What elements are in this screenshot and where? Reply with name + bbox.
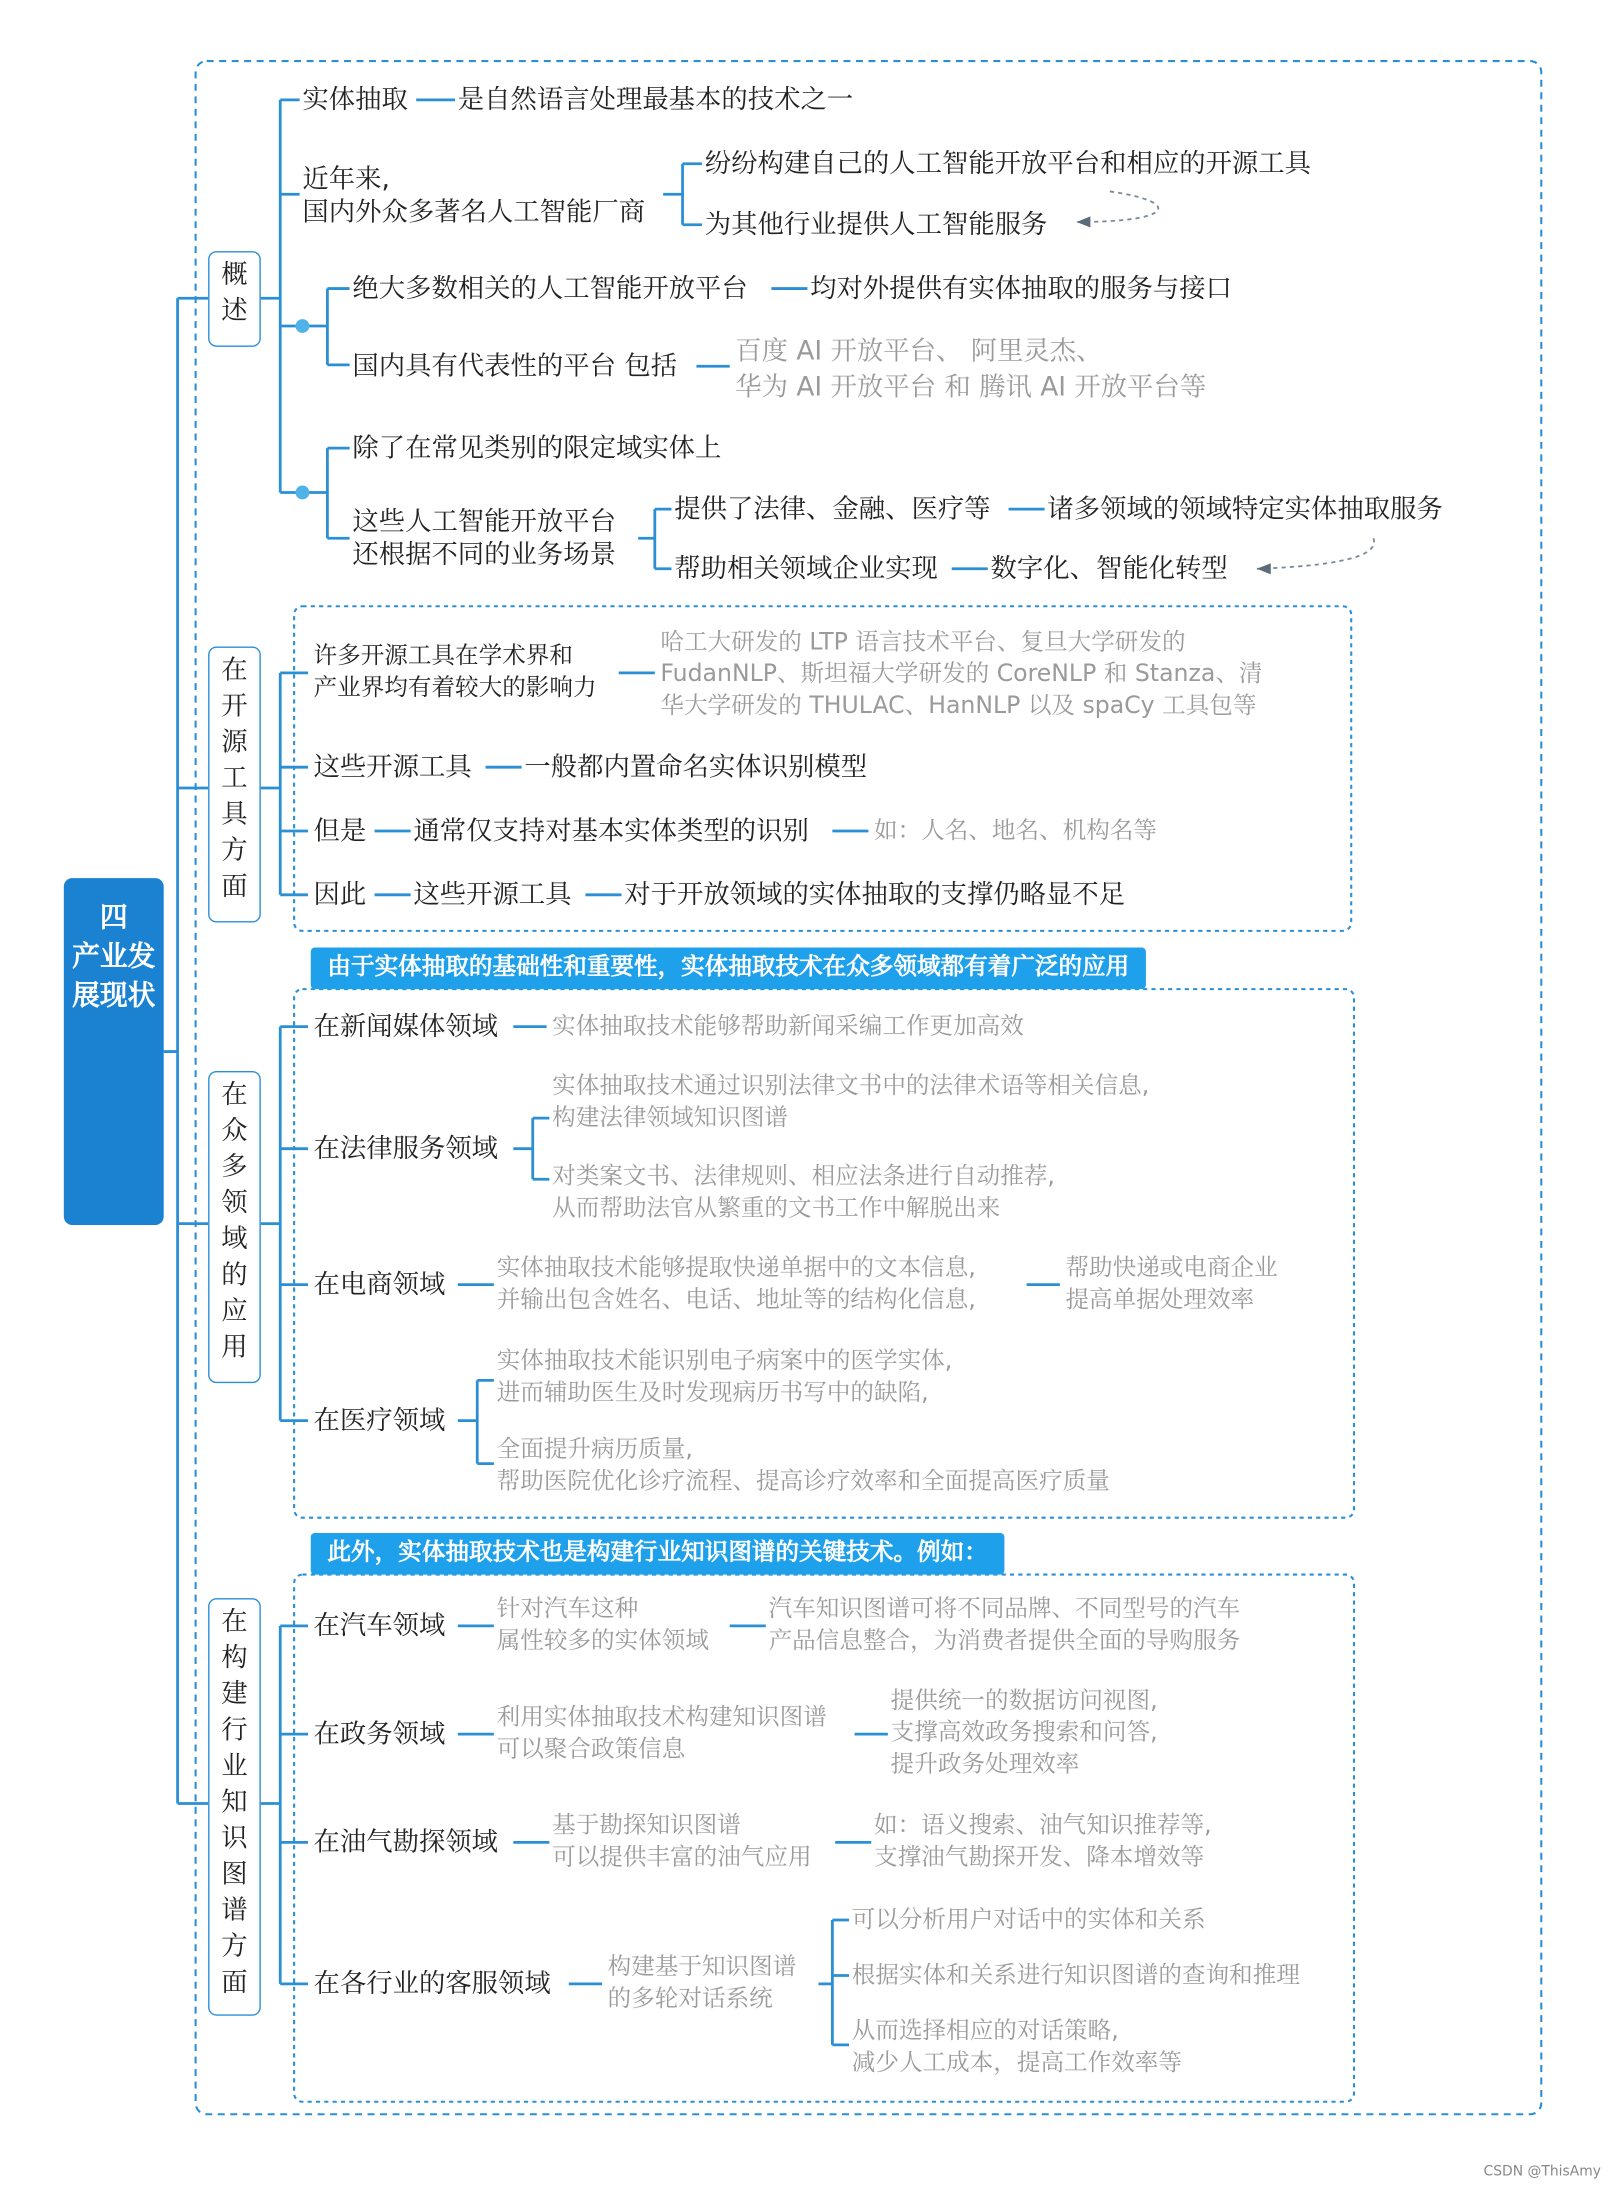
node-provide-domains: 提供了法律、金融、医疗等 <box>674 493 991 525</box>
node-government: 在政务领域 <box>313 1718 446 1750</box>
section-open-source <box>208 646 261 922</box>
root-node <box>64 878 164 1225</box>
node-oil-gas-kg: 基于勘探知识图谱 可以提供丰富的油气应用 <box>552 1811 812 1872</box>
node-insufficient-support: 对于开放领域的实体抽取的支撑仍略显不足 <box>624 879 1126 911</box>
node-help-enterprises: 帮助相关领域企业实现 <box>674 553 938 585</box>
node-government-services: 提供统一的数据访问视图, 支撑高效政务搜索和问答, 提升政务处理效率 <box>890 1686 1158 1779</box>
root-label: 四 产业发展现状 <box>72 900 156 1012</box>
node-basic-technique: 是自然语言处理最基本的技术之一 <box>457 84 854 116</box>
node-therefore: 因此 <box>313 879 367 911</box>
node-news-media: 在新闻媒体领域 <box>313 1011 499 1042</box>
node-oil-gas-apps: 如：语义搜索、油气知识推荐等, 支撑油气勘探开发、降本增效等 <box>873 1811 1212 1872</box>
node-domain-services: 诸多领域的领域特定实体抽取服务 <box>1047 493 1443 525</box>
node-digital-transform: 数字化、智能化转型 <box>990 553 1228 585</box>
section-open-source-label: 在 开 源 工 具 方 面 <box>221 654 248 902</box>
node-medical-detect: 实体抽取技术能识别电子病案中的医学实体, 进而辅助医生及时发现病历书写中的缺陷, <box>496 1347 953 1407</box>
section-overview <box>208 251 261 347</box>
node-however: 但是 <box>313 815 367 847</box>
node-dialogue-strategy: 从而选择相应的对话策略, 减少人工成本，提高工作效率等 <box>851 2017 1182 2077</box>
node-automotive: 在汽车领域 <box>313 1610 446 1642</box>
node-kg-query: 根据实体和关系进行知识图谱的查询和推理 <box>851 1961 1300 1990</box>
node-most-platforms: 绝大多数相关的人工智能开放平台 <box>352 273 748 304</box>
node-legal-kg: 实体抽取技术通过识别法律文书中的法律术语等相关信息, 构建法律领域知识图谱 <box>552 1072 1150 1133</box>
banner-knowledge-graph: 此外，实体抽取技术也是构建行业知识图谱的关键技术。例如： <box>311 1533 1005 1575</box>
node-medical: 在医疗领域 <box>313 1405 446 1436</box>
section-knowledge-graph-label: 在 构 建 行 业 知 识 图 谱 方 面 <box>221 1606 248 1998</box>
node-type-examples: 如：人名、地名、机构名等 <box>873 817 1158 845</box>
node-platform-list: 百度 AI 开放平台、 阿里灵杰、 华为 AI 开放平台 和 腾讯 AI 开放平台等 <box>735 335 1207 403</box>
node-builtin-ner: 一般都内置命名实体识别模型 <box>524 751 868 783</box>
node-domestic-platforms: 国内具有代表性的平台 包括 <box>352 350 678 382</box>
node-medical-quality: 全面提升病历质量, 帮助医院优化诊疗流程、提高诊疗效率和全面提高医疗质量 <box>496 1435 1110 1496</box>
node-basic-types: 通常仅支持对基本实体类型的识别 <box>413 815 809 847</box>
node-oil-gas: 在油气勘探领域 <box>313 1827 499 1858</box>
section-knowledge-graph <box>208 1598 261 2016</box>
node-ecommerce-help: 帮助快递或电商企业 提高单据处理效率 <box>1065 1254 1278 1314</box>
section-applications <box>208 1071 261 1383</box>
node-build-platforms: 纷纷构建自己的人工智能开放平台和相应的开源工具 <box>704 148 1312 179</box>
node-legal-services: 在法律服务领域 <box>313 1133 499 1164</box>
node-recent-years: 近年来, 国内外众多著名人工智能厂商 <box>302 163 646 228</box>
node-ecommerce: 在电商领域 <box>313 1269 446 1300</box>
node-ecommerce-extract: 实体抽取技术能够提取快递单据中的文本信息, 并输出包含姓名、电话、地址等的结构化信息, <box>496 1254 976 1314</box>
banner-applications: 由于实体抽取的基础性和重要性，实体抽取技术在众多领域都有着广泛的应用 <box>311 948 1146 990</box>
footer-watermark: CSDN @ThisAmy <box>1483 2164 1601 2180</box>
node-automotive-entities: 针对汽车这种 属性较多的实体领域 <box>496 1595 709 1656</box>
node-tool-list: 哈工大研发的 LTP 语言技术平台、复旦大学研发的 FudanNLP、斯坦福大学研发的 CoreNLP 和 Stanza、清 华大学研发的 THULAC、HanNLP 以及 spaCy 工具包等 <box>660 628 1263 721</box>
node-government-kg: 利用实体抽取技术构建知识图谱 可以聚合政策信息 <box>496 1703 827 1764</box>
node-entity-extraction: 实体抽取 <box>302 84 408 116</box>
node-provide-interfaces: 均对外提供有实体抽取的服务与接口 <box>810 273 1232 304</box>
node-provide-ai: 为其他行业提供人工智能服务 <box>704 209 1048 241</box>
node-automotive-kg: 汽车知识图谱可将不同品牌、不同型号的汽车 产品信息整合，为消费者提供全面的导购服务 <box>768 1595 1241 1656</box>
node-these-tools: 这些开源工具 <box>313 751 472 783</box>
node-open-source-influence: 许多开源工具在学术界和 产业界均有着较大的影响力 <box>313 642 597 702</box>
section-overview-label: 概 述 <box>221 259 248 327</box>
node-these-tools-2: 这些开源工具 <box>413 879 572 911</box>
node-analyze-dialogue: 可以分析用户对话中的实体和关系 <box>851 1906 1206 1934</box>
node-legal-recommend: 对类案文书、法律规则、相应法条进行自动推荐, 从而帮助法官从繁重的文书工作中解脱出来 <box>552 1162 1055 1223</box>
section-applications-label: 在 众 多 领 域 的 应 用 <box>221 1079 248 1363</box>
node-limited-domain: 除了在常见类别的限定域实体上 <box>352 432 722 464</box>
node-dialogue-system: 构建基于知识图谱 的多轮对话系统 <box>607 1953 797 2013</box>
node-business-scenarios: 这些人工智能开放平台 还根据不同的业务场景 <box>352 506 616 571</box>
node-news-efficiency: 实体抽取技术能够帮助新闻采编工作更加高效 <box>552 1012 1024 1041</box>
node-customer-service: 在各行业的客服领域 <box>313 1968 551 2000</box>
